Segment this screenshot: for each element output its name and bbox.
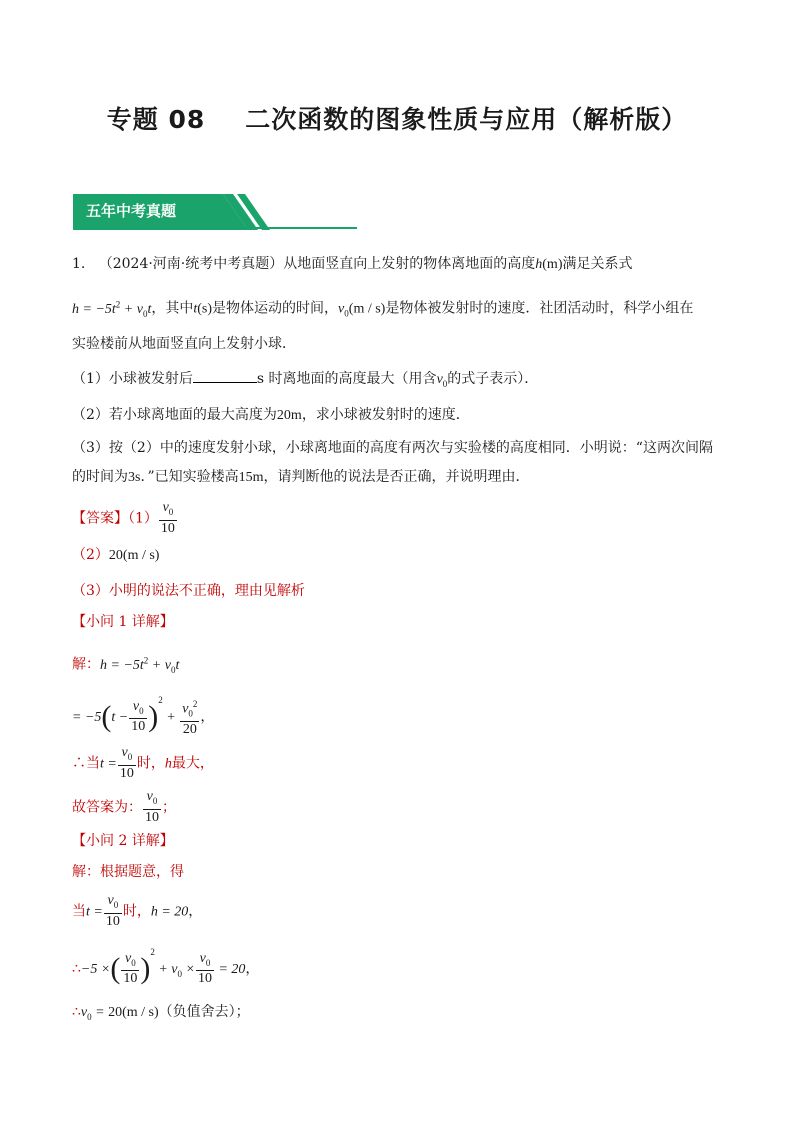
question-part-3-line-1: （3）按（2）中的速度发射小球，小球离地面的高度有两次与实验楼的高度相同．小明说：“这两次间隔 [72,440,713,456]
question-part-1: （1）小球被发射后 s 时离地面的高度最大（用含$v_0$的式子表示）． [72,368,538,394]
detail-2-label: 【小问 2 详解】 [72,833,174,849]
title-topic-name: 二次函数的图象性质与应用（解析版） [245,105,688,134]
question-line-3: 实验楼前从地面竖直向上发射小球． [72,336,296,352]
title-topic-number: 专题 08 [106,105,206,134]
detail-1-answer: 故答案为： $\frac{v_0}{10}$ ； [72,789,176,825]
section-label: 五年中考真题 [86,202,177,220]
detail-1-solution: 解：$h = -5t^2 + v_0t$ [72,655,180,675]
detail-1-label: 【小问 1 详解】 [72,614,174,630]
answer-blank[interactable] [193,368,257,383]
page-title [0,100,794,136]
answer-2: （2）20(m / s) [72,547,160,563]
answer-3: （3）小明的说法不正确，理由见解析 [72,583,305,599]
equation-h: $h = -5t^2 + v_0t$ [72,299,152,319]
detail-2-when: 当t = $\frac{v_0}{10}$ 时，h = 20， [72,893,203,929]
detail-2-equation: ∴−5 ×( $\frac{v_0}{10}$ )$^2 + v_0$ × $\frac{v_0}{10}$ = 20， [72,947,260,987]
question-part-3-line-2: 的时间为3s．”已知实验楼高15m，请判断他的说法是否正确，并说明理由． [72,469,530,485]
question-part-2: （2）若小球离地面的最大高度为20m，求小球被发射时的速度． [72,407,470,423]
detail-2-line-1: 解：根据题意，得 [72,864,184,880]
question-line-1: 1. （2024·河南·统考中考真题）从地面竖直向上发射的物体离地面的高度h(m)满足关系式 [72,256,633,272]
answer-1: 【答案】（1） $\frac{v_0}{10}$ [72,500,175,536]
question-line-2: $h = -5t^2 + v_0t$，其中t(s)是物体运动的时间，$v_0(m / s)$是物体被发射时的速度．社团活动时，科学小组在 [72,299,694,319]
detail-1-vertex-form: = −5(t − $\frac{v_0}{10}$ )$^2$ + $\frac{v_0^2}{20}$ ， [72,695,215,738]
detail-2-result: $\therefore v_0 = 20(m / s)$（负值舍去）； [72,1004,250,1022]
fraction-v0-over-10: $\frac{v_0}{10}$ [160,500,175,536]
detail-1-when: ∴当t = $\frac{v_0}{10}$ 时，h最大， [72,745,214,781]
